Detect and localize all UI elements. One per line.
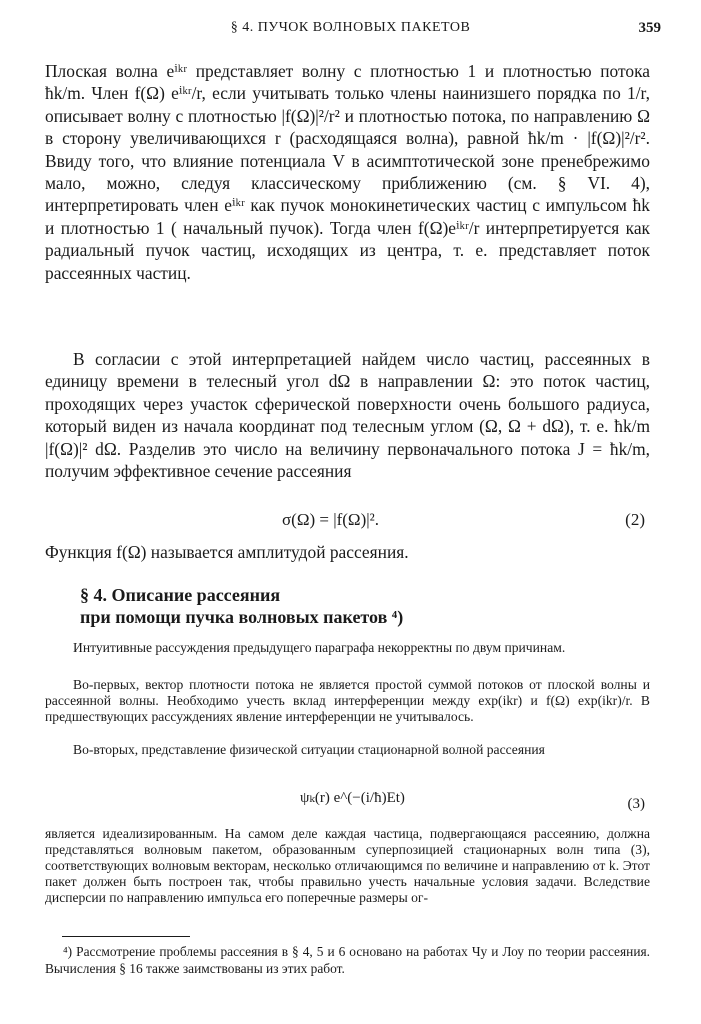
paragraph-interpretation (45, 348, 650, 482)
equation-number: (3) (627, 796, 645, 812)
equation-cross-section: σ(Ω) = |f(Ω)|². (282, 510, 379, 529)
footnote-divider (62, 936, 190, 937)
small-paragraph-second (45, 742, 650, 758)
paragraph-text: Интуитивные рассуждения предыдущего параграфа некорректны по двум причинам. (73, 640, 566, 655)
small-paragraph-idealized (45, 826, 650, 906)
paragraph-plane-wave (45, 60, 650, 284)
paragraph-text: Плоская волна eⁱᵏʳ представляет волну с плотностью 1 и плотностью потока ħk/m. Член f(Ω) eⁱᵏʳ/r, если учитывать только члены наинизшего порядка по 1/r, описывает волну с плотностью |f(Ω)|²/r² и плотностью потока, по направлению Ω в сторону увеличивающихся r (расходящаяся волна), равной ħk/m · |f(Ω)|²/r². Ввиду того, что влияние потенциала V в асимптотической зоне пренебрежимо мало, можно, следуя классическому приближению (см. § VI. 4), интерпретировать член eⁱᵏʳ как пучок монокинетических частиц с импульсом ħk и плотностью 1 ( начальный пучок). Тогда член f(Ω)eⁱᵏʳ/r интерпретируется как радиальный пучок частиц, исходящих из центра, т. е. представляет поток рассеянных частиц. (45, 61, 650, 283)
small-paragraph-intro (45, 640, 650, 656)
footnote (45, 944, 650, 977)
running-header (40, 20, 661, 42)
header-title: § 4. ПУЧОК ВОЛНОВЫХ ПАКЕТОВ (230, 20, 471, 35)
footnote-text: ⁴) Рассмотрение проблемы рассеяния в § 4, 5 и 6 основано на работах Чу и Лоу по теории рассеяния. Вычисления § 16 также заимствованы из этих работ. (45, 944, 650, 976)
small-paragraph-first (45, 677, 650, 725)
paragraph-text: Во-первых, вектор плотности потока не является простой суммой потоков от плоской волны и рассеянной волны. Необходимо учесть вклад интерференции между exp(ikr) и f(Ω) exp(ikr)/r. В предшествующих рассуждениях явление интерференции не учитывалось. (45, 677, 650, 724)
page-number: 359 (638, 20, 661, 36)
section-heading-line: § 4. Описание рассеяния (80, 585, 281, 605)
paragraph-amplitude (45, 541, 650, 563)
section-heading-line: при помощи пучка волновых пакетов ⁴) (80, 607, 404, 627)
paragraph-text: является идеализированным. На самом деле каждая частица, подвергающаяся рассеянию, должна представляться волновым пакетом, образованным суперпозицией стационарных волн типа (3), соответствующих волновым векторам, несколько отличающимся по величине и направлению от k. Этот пакет должен быть построен так, чтобы правильно учесть начальные условия задачи. Вследствие дисперсии по направлению импульса его поперечные размеры ог- (45, 826, 650, 905)
equation-wave-packet: ψₖ(r) e^(−(i/ħ)Et) (300, 790, 405, 806)
section-heading (80, 584, 403, 628)
paragraph-text: Функция f(Ω) называется амплитудой рассеяния. (45, 542, 409, 562)
equation-number: (2) (625, 510, 645, 529)
paragraph-text: Во-вторых, представление физической ситуации стационарной волной рассеяния (73, 742, 545, 757)
paragraph-text: В согласии с этой интерпретацией найдем число частиц, рассеянных в единицу времени в телесный угол dΩ в направлении Ω: это поток частиц, проходящих через участок сферической поверхности очень большого радиуса, который виден из начала координат под телесным углом (Ω, Ω + dΩ), т. е. ħk/m |f(Ω)|² dΩ. Разделив это число на величину первоначального потока J = ħk/m, получим эффективное сечение рассеяния (45, 349, 650, 482)
